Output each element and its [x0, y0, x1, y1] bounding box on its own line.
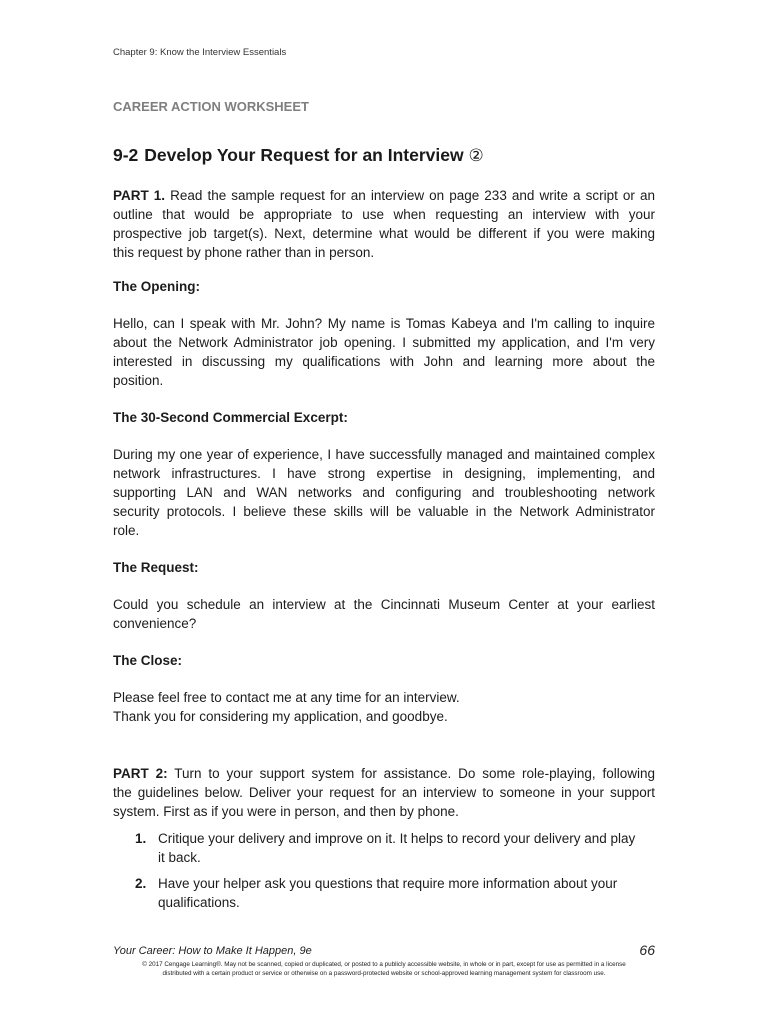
- paragraph-line: Please feel free to contact me at any time for an interview.: [113, 689, 460, 705]
- part1-instructions: [113, 186, 655, 262]
- paragraph-line: interested in discussing my qualifications with John and learning more about the: [113, 353, 655, 369]
- paragraph-line: position.: [113, 372, 164, 388]
- part2-instructions: [113, 764, 655, 821]
- paragraph-line: Critique your delivery and improve on it. It helps to record your delivery and play: [158, 830, 636, 846]
- commercial-heading: The 30-Second Commercial Excerpt:: [113, 409, 348, 425]
- part-label: PART 1.: [113, 187, 166, 203]
- paragraph-line: Could you schedule an interview at the Cincinnati Museum Center at your earliest: [113, 596, 655, 612]
- paragraph-line: it back.: [158, 849, 201, 865]
- paragraph-line: network infrastructures. I have strong expertise in designing, implementing, and: [113, 465, 655, 481]
- list-item-text: [158, 874, 655, 912]
- paragraph-line: Have your helper ask you questions that require more information about your: [158, 875, 618, 891]
- commercial-text: [113, 445, 655, 540]
- paragraph-line: qualifications.: [158, 894, 240, 910]
- worksheet-label: CAREER ACTION WORKSHEET: [113, 99, 309, 114]
- list-item-text: [158, 829, 655, 867]
- worksheet-number: 9-2: [113, 145, 139, 165]
- copyright-line: distributed with a certain product or service or otherwise on a password-protected website or school-approved learning management system for classroom use.: [162, 969, 606, 977]
- worksheet-title-text: Develop Your Request for an Interview: [144, 145, 464, 165]
- paragraph-line: [113, 186, 655, 205]
- paragraph-line: [113, 764, 655, 783]
- paragraph-line: security protocols. I believe these skills will be valuable in the Network Administrator: [113, 503, 655, 519]
- running-header: Chapter 9: Know the Interview Essentials: [113, 47, 287, 58]
- close-heading: The Close:: [113, 652, 183, 668]
- paragraph-line: During my one year of experience, I have successfully managed and maintained complex: [113, 446, 655, 462]
- paragraph-line: outline that would be appropriate to use when requesting an interview with your: [113, 206, 655, 222]
- opening-heading: The Opening:: [113, 278, 200, 294]
- paragraph-line: the guidelines below. Deliver your request for an interview to someone in your support: [113, 784, 655, 800]
- copyright-notice: [0, 960, 768, 978]
- line-text: Turn to your support system for assistance. Do some role-playing, following: [174, 765, 655, 781]
- request-heading: The Request:: [113, 559, 199, 575]
- paragraph-line: prospective job target(s). Next, determine what would be different if you were making: [113, 225, 655, 241]
- book-title: Your Career: How to Make It Happen, 9e: [113, 945, 312, 957]
- list-item-number: 2.: [135, 875, 147, 891]
- worksheet-title: [113, 143, 484, 168]
- paragraph-line: Hello, can I speak with Mr. John? My name is Tomas Kabeya and I'm calling to inquire: [113, 315, 655, 331]
- line-text: Read the sample request for an interview on page 233 and write a script or an: [170, 187, 655, 203]
- paragraph-line: supporting LAN and WAN networks and configuring and troubleshooting network: [113, 484, 655, 500]
- paragraph-line: role.: [113, 522, 140, 538]
- page-number: 66: [639, 942, 655, 958]
- paragraph-line: this request by phone rather than in person.: [113, 244, 375, 260]
- close-text: [113, 688, 655, 726]
- paragraph-line: convenience?: [113, 615, 197, 631]
- request-text: [113, 595, 655, 633]
- list-item-number: 1.: [135, 830, 147, 846]
- paragraph-line: Thank you for considering my application, and goodbye.: [113, 708, 448, 724]
- level-badge-icon: ②: [468, 146, 484, 166]
- opening-text: [113, 314, 655, 390]
- part-label: PART 2:: [113, 765, 168, 781]
- paragraph-line: system. First as if you were in person, and then by phone.: [113, 803, 459, 819]
- paragraph-line: about the Network Administrator job opening. I submitted my application, and I'm very: [113, 334, 655, 350]
- copyright-line: © 2017 Cengage Learning®. May not be scanned, copied or duplicated, or posted to a publicly accessible website, in whole or in part, except for use as permitted in a license: [142, 960, 626, 968]
